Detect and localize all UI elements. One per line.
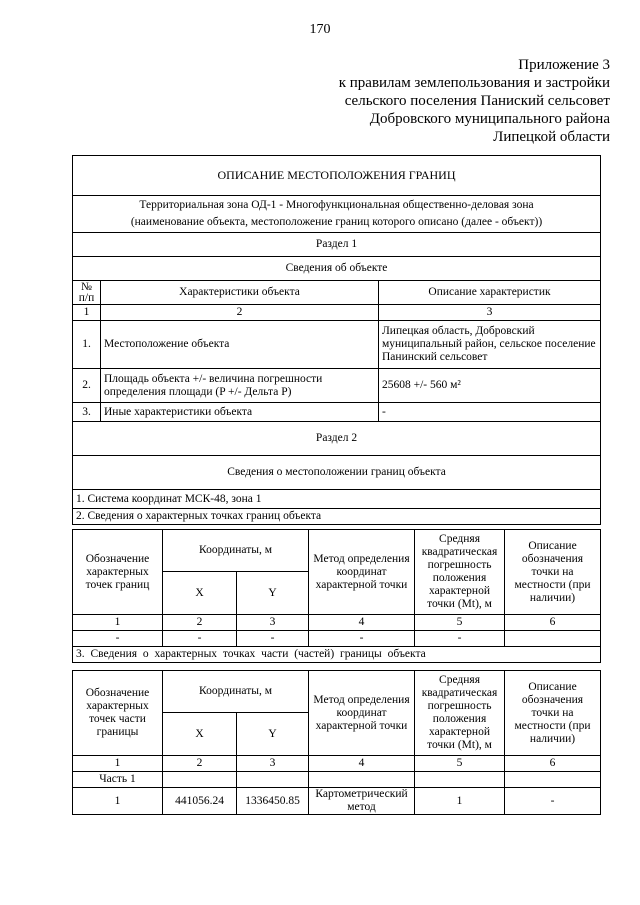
section2-title: Раздел 2	[73, 422, 601, 456]
header-characteristics: Характеристики объекта	[101, 281, 379, 305]
cell: 1	[73, 788, 163, 815]
header-accuracy: Средняя квадратическая погрешность положения характерной точки (Mt), м	[415, 530, 505, 615]
table-row	[73, 403, 601, 422]
header-y: Y	[237, 713, 309, 756]
boundary-points-table	[72, 529, 601, 663]
header-method: Метод определения координат характерной точки	[309, 530, 415, 615]
cell	[163, 772, 237, 788]
header-y: Y	[237, 572, 309, 615]
zone-name-cell	[73, 196, 601, 233]
index-cell: 5	[415, 756, 505, 772]
appendix-line: Добровского муниципального района	[369, 111, 610, 127]
row-characteristic: Площадь объекта +/- величина погрешности определения площади (P +/- Дельта P)	[101, 369, 379, 403]
index-cell: 3	[379, 305, 601, 321]
cell: -	[505, 788, 601, 815]
index-cell: 6	[505, 756, 601, 772]
cell: 1336450.85	[237, 788, 309, 815]
header-designation: Обозначение характерных точек границ	[73, 530, 163, 615]
appendix-header	[339, 56, 610, 146]
header-point-description: Описание обозначения точки на местности (при наличии)	[505, 530, 601, 615]
cell	[505, 772, 601, 788]
header-description: Описание характеристик	[379, 281, 601, 305]
parts-section-title: 3. Сведения о характерных точках части (частей) границы объекта	[73, 647, 601, 663]
cell: -	[163, 631, 237, 647]
header-point-description: Описание обозначения точки на местности (при наличии)	[505, 671, 601, 756]
cell	[237, 772, 309, 788]
index-cell: 3	[237, 615, 309, 631]
section1-subtitle: Сведения об объекте	[73, 257, 601, 281]
table-row	[73, 631, 601, 647]
table-row	[73, 788, 601, 815]
cell: -	[309, 631, 415, 647]
header-coordinates: Координаты, м	[163, 530, 309, 572]
part-label: Часть 1	[73, 772, 163, 788]
cell: 1	[415, 788, 505, 815]
boundary-description-table	[72, 155, 601, 525]
appendix-line: сельского поселения Паниский сельсовет	[344, 93, 610, 109]
cell: -	[415, 631, 505, 647]
row-num: 3.	[73, 403, 101, 422]
appendix-line: Приложение 3	[518, 57, 610, 73]
index-cell: 4	[309, 756, 415, 772]
cell: 441056.24	[163, 788, 237, 815]
boundary-parts-table	[72, 670, 601, 815]
index-cell: 2	[101, 305, 379, 321]
section2-subtitle: Сведения о местоположении границ объекта	[73, 456, 601, 490]
row-description: Липецкая область, Добровский муниципальный район, сельское поселение Панинский сельсовет	[379, 321, 601, 369]
index-cell: 2	[163, 756, 237, 772]
cell: -	[237, 631, 309, 647]
index-cell: 1	[73, 305, 101, 321]
cell	[309, 772, 415, 788]
index-cell: 3	[237, 756, 309, 772]
header-accuracy: Средняя квадратическая погрешность положения характерной точки (Mt), м	[415, 671, 505, 756]
zone-name: Территориальная зона ОД-1 - Многофункциональная общественно-деловая зона	[139, 199, 534, 211]
cell: -	[73, 631, 163, 647]
appendix-line: Липецкой области	[493, 129, 610, 145]
coordinate-system: 1. Система координат МСК-48, зона 1	[73, 490, 601, 509]
table-row	[73, 321, 601, 369]
row-characteristic: Иные характеристики объекта	[101, 403, 379, 422]
header-method: Метод определения координат характерной точки	[309, 671, 415, 756]
row-description: -	[379, 403, 601, 422]
appendix-line: к правилам землепользования и застройки	[338, 75, 610, 91]
header-x: X	[163, 572, 237, 615]
header-x: X	[163, 713, 237, 756]
index-cell: 1	[73, 615, 163, 631]
index-cell: 1	[73, 756, 163, 772]
section1-title: Раздел 1	[73, 233, 601, 257]
cell	[415, 772, 505, 788]
header-coordinates: Координаты, м	[163, 671, 309, 713]
document-title: ОПИСАНИЕ МЕСТОПОЛОЖЕНИЯ ГРАНИЦ	[73, 156, 601, 196]
zone-caption: (наименование объекта, местоположение границ которого описано (далее - объект))	[130, 216, 543, 228]
cell: Картометрический метод	[309, 788, 415, 815]
index-cell: 2	[163, 615, 237, 631]
header-num: № п/п	[73, 281, 101, 305]
table-row	[73, 369, 601, 403]
row-characteristic: Местоположение объекта	[101, 321, 379, 369]
points-section-title: 2. Сведения о характерных точках границ объекта	[73, 509, 601, 525]
row-num: 1.	[73, 321, 101, 369]
page-number: 170	[309, 22, 331, 37]
index-cell: 6	[505, 615, 601, 631]
index-cell: 5	[415, 615, 505, 631]
index-cell: 4	[309, 615, 415, 631]
row-num: 2.	[73, 369, 101, 403]
cell	[505, 631, 601, 647]
row-description: 25608 +/- 560 м²	[379, 369, 601, 403]
header-designation: Обозначение характерных точек части границы	[73, 671, 163, 756]
